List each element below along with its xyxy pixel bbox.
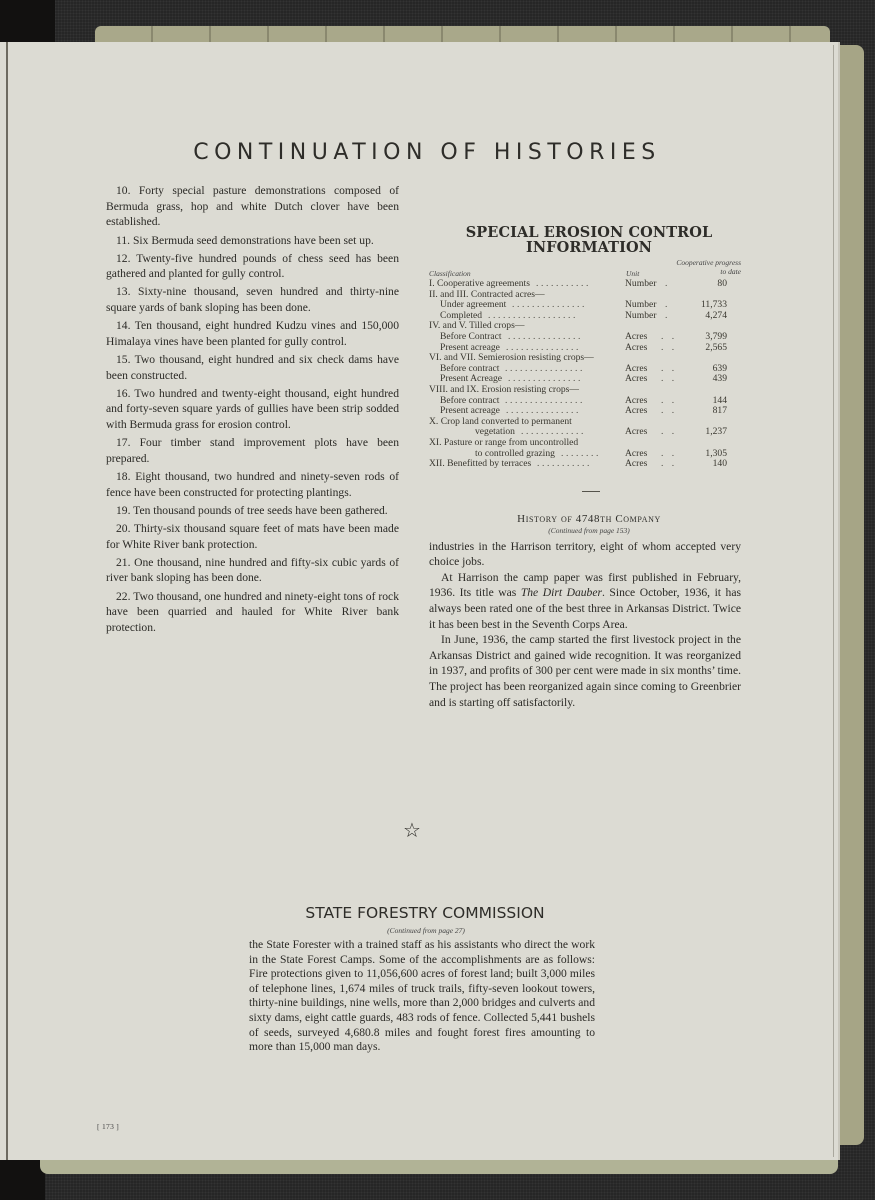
scanner-background-shadow bbox=[0, 1160, 45, 1200]
row-classification: VI. and VII. Semierosion resisting crops— bbox=[429, 352, 594, 364]
row-classification: XII. Benefitted by terraces bbox=[429, 458, 532, 470]
erosion-table-header bbox=[429, 255, 741, 279]
leader-dots: ............... bbox=[506, 341, 581, 353]
row-classification: Present acreage bbox=[440, 341, 500, 353]
row-value: 1,237 bbox=[705, 426, 727, 438]
row-value: 80 bbox=[717, 278, 727, 289]
column-header-unit: Unit bbox=[626, 269, 640, 278]
row-unit: Acres bbox=[625, 447, 648, 459]
history-item: 18. Eight thousand, two hundred and ninety-seven rods of fence have been constructed for protecting plantings. bbox=[106, 470, 399, 499]
leader-dots: . . bbox=[661, 341, 678, 353]
section-divider bbox=[582, 491, 600, 492]
leader-dots: ................ bbox=[505, 394, 585, 406]
row-classification: to controlled grazing bbox=[475, 447, 555, 459]
row-classification: Under agreement bbox=[440, 299, 507, 311]
row-classification: II. and III. Contracted acres— bbox=[429, 288, 545, 300]
history-item: 17. Four timber stand improvement plots have been prepared. bbox=[106, 436, 399, 465]
row-value: 639 bbox=[712, 362, 727, 374]
company-history-paragraph bbox=[429, 570, 741, 632]
row-classification: vegetation bbox=[475, 426, 515, 438]
leader-dots: . bbox=[665, 309, 671, 321]
row-value: 2,565 bbox=[705, 341, 727, 353]
page-number: [ 173 ] bbox=[97, 1122, 120, 1131]
row-classification: I. Cooperative agreements bbox=[429, 278, 530, 289]
leader-dots: ............... bbox=[508, 373, 583, 385]
company-history-subtitle: (Continued from page 153) bbox=[548, 525, 630, 535]
row-unit: Acres bbox=[625, 373, 648, 385]
leader-dots: ........... bbox=[536, 278, 591, 289]
newspaper-title: The Dirt Dauber bbox=[520, 586, 602, 600]
paragraph-text: . Since October, 1936, it has always been rated one of the best three in Arkansas District. Twice it has been best in the Seventh Corps Area. bbox=[429, 586, 742, 631]
leader-dots: . bbox=[665, 299, 671, 311]
erosion-table-row bbox=[429, 459, 741, 470]
row-classification: XI. Pasture or range from uncontrolled bbox=[429, 436, 579, 448]
erosion-table-title bbox=[429, 225, 741, 255]
leader-dots: . bbox=[665, 278, 671, 289]
page-title: CONTINUATION OF HISTORIES bbox=[193, 140, 661, 165]
row-unit: Acres bbox=[625, 458, 648, 470]
row-value: 4,274 bbox=[705, 309, 727, 321]
row-unit: Acres bbox=[625, 405, 648, 417]
leader-dots: . . bbox=[661, 362, 678, 374]
history-item: 13. Sixty-nine thousand, seven hundred and thirty-nine square yards of bank sloping has been done. bbox=[106, 285, 399, 315]
leader-dots: . . bbox=[661, 447, 678, 459]
row-classification: Before contract bbox=[440, 362, 500, 374]
leader-dots: . . bbox=[661, 405, 678, 417]
leader-dots: ........... bbox=[537, 458, 592, 470]
row-unit: Acres bbox=[625, 330, 648, 342]
page-gutter bbox=[6, 42, 8, 1160]
row-value: 817 bbox=[712, 405, 727, 417]
row-classification: IV. and V. Tilled crops— bbox=[429, 320, 525, 332]
row-unit: Number bbox=[625, 278, 657, 289]
row-unit: Acres bbox=[625, 426, 648, 438]
erosion-table-body bbox=[429, 279, 741, 470]
company-history-paragraph: In June, 1936, the camp started the first livestock project in the Arkansas District and gained wide recognition. It was reorganized in 1937, and profits of 300 per cent were made in six months’ time. The project has been reorganized again since coming to Greenbrier and is starting off satisfactorily. bbox=[429, 633, 741, 709]
column-header-classification: Classification bbox=[429, 269, 471, 278]
histories-list bbox=[106, 183, 399, 638]
row-classification: Present Acreage bbox=[440, 373, 503, 385]
history-item: 12. Twenty-five hundred pounds of chess seed has been gathered and planted for gully control. bbox=[106, 251, 399, 281]
row-unit: Number bbox=[625, 299, 657, 311]
scanner-background-shadow bbox=[0, 0, 55, 48]
forestry-body: the State Forester with a trained staff as his assistants who direct the work in the State Forest Camps. Some of the accomplishments are as follows: Fire protections given to 11,056,600 acres of forest land; built 3,000 miles of telephone lines, 1,674 miles of truck trails, fifty-seven lookout towers, thirty-nine buildings, nine wells, more than 2,000 bridges and culverts and sixty dams, eight cattle guards, 483 rods of fence. Collected 5,441 bushels of seeds, surveyed 4,680.8 miles and fought forest fires amounting to more than 15,000 man days. bbox=[249, 938, 595, 1054]
leader-dots: . . bbox=[661, 330, 678, 342]
leader-dots: . . bbox=[661, 373, 678, 385]
row-value: 3,799 bbox=[705, 330, 727, 342]
history-item: 15. Two thousand, eight hundred and six check dams have been constructed. bbox=[106, 352, 399, 382]
row-classification: Completed bbox=[440, 309, 483, 321]
book-cover-edge-right bbox=[838, 45, 864, 1145]
row-unit: Number bbox=[625, 309, 657, 321]
erosion-title-line1: SPECIAL EROSION CONTROL bbox=[465, 224, 713, 241]
leader-dots: ................ bbox=[505, 362, 585, 374]
row-classification: Before Contract bbox=[440, 330, 502, 342]
history-item: 21. One thousand, nine hundred and fifty-six cubic yards of river bank sloping has been done. bbox=[106, 555, 399, 585]
leader-dots: . . bbox=[661, 426, 678, 438]
erosion-table-row bbox=[429, 385, 741, 396]
row-value: 1,305 bbox=[705, 447, 727, 459]
column-header-progress bbox=[641, 258, 741, 276]
row-unit: Acres bbox=[625, 362, 648, 374]
right-column bbox=[429, 225, 741, 710]
row-value: 11,733 bbox=[700, 299, 727, 311]
row-classification: VIII. and IX. Erosion resisting crops— bbox=[429, 383, 580, 395]
history-item: 11. Six Bermuda seed demonstrations have been set up. bbox=[116, 233, 374, 247]
book-cover-edge-bottom bbox=[40, 1158, 838, 1174]
progress-header-line2: to date bbox=[720, 267, 741, 276]
row-value: 439 bbox=[712, 373, 727, 385]
company-history-title: History of 4748th Company bbox=[517, 512, 661, 525]
leader-dots: ............... bbox=[508, 330, 583, 342]
erosion-table-row bbox=[429, 438, 741, 449]
erosion-table-row bbox=[429, 332, 741, 343]
history-item: 20. Thirty-six thousand square feet of mats have been made for White River bank protection. bbox=[106, 521, 399, 551]
leader-dots: ............. bbox=[521, 426, 586, 438]
row-value: 140 bbox=[712, 458, 727, 470]
row-classification: Before contract bbox=[440, 394, 500, 406]
leader-dots: .................. bbox=[488, 309, 578, 321]
page-edge bbox=[833, 45, 834, 1157]
company-history-paragraph: industries in the Harrison territory, eight of whom accepted very choice jobs. bbox=[429, 539, 741, 569]
star-icon: ☆ bbox=[403, 818, 421, 842]
erosion-title-line2: INFORMATION bbox=[525, 239, 653, 256]
leader-dots: . . bbox=[661, 458, 678, 470]
leader-dots: ............... bbox=[512, 299, 587, 311]
row-unit: Acres bbox=[625, 394, 648, 406]
history-item: 10. Forty special pasture demonstrations composed of Bermuda grass, hop and white Dutch clover have been established. bbox=[106, 184, 399, 229]
progress-header-line1: Cooperative progress bbox=[676, 258, 741, 267]
document-page bbox=[0, 42, 840, 1160]
forestry-title: STATE FORESTRY COMMISSION bbox=[305, 904, 545, 922]
erosion-table-row bbox=[429, 279, 741, 290]
leader-dots: . . bbox=[661, 394, 678, 406]
company-history-body bbox=[429, 539, 741, 711]
leader-dots: ........ bbox=[561, 447, 601, 459]
leader-dots: ............... bbox=[506, 405, 581, 417]
row-classification: X. Crop land converted to permanent bbox=[429, 415, 572, 427]
paragraph-text: At Harrison the camp paper was first published in February, 1936. Its title was bbox=[429, 570, 741, 600]
forestry-subtitle: (Continued from page 27) bbox=[387, 926, 465, 935]
history-item: 19. Ten thousand pounds of tree seeds have been gathered. bbox=[116, 503, 388, 517]
history-item: 22. Two thousand, one hundred and ninety-eight tons of rock have been quarried and hauled for White River bank protection. bbox=[106, 589, 399, 634]
history-item: 16. Two hundred and twenty-eight thousand, eight hundred and forty-seven square yards of gullies have been strip sodded with Bermuda grass for erosion control. bbox=[106, 386, 399, 432]
row-classification: Present acreage bbox=[440, 405, 500, 417]
history-item: 14. Ten thousand, eight hundred Kudzu vines and 150,000 Himalaya vines have been planted for gully control. bbox=[106, 319, 399, 348]
row-value: 144 bbox=[712, 394, 727, 406]
row-unit: Acres bbox=[625, 341, 648, 353]
